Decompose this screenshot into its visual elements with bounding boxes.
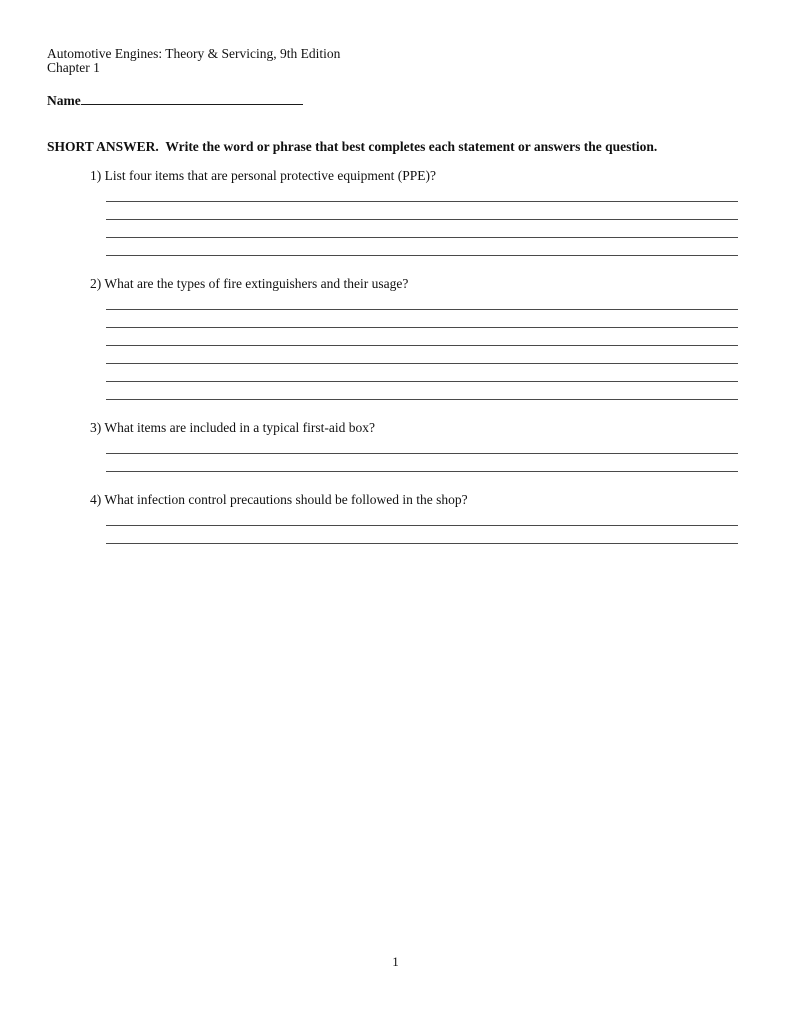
name-row — [47, 91, 741, 108]
question-1 — [47, 168, 741, 256]
questions — [47, 168, 741, 544]
answer-blank-line — [106, 310, 738, 328]
page-number: 1 — [392, 954, 399, 969]
answer-blank-line — [106, 238, 738, 256]
answer-blank-line — [106, 382, 738, 400]
question-3 — [47, 420, 741, 472]
question-text: 4) What infection control precautions should be followed in the shop? — [90, 492, 468, 507]
question-2 — [47, 276, 741, 400]
answer-blank-line — [106, 364, 738, 382]
answer-lines — [106, 436, 738, 472]
document-title: Automotive Engines: Theory & Servicing, 9th Edition — [47, 46, 341, 61]
answer-lines — [106, 292, 738, 400]
answer-blank-line — [106, 184, 738, 202]
answer-blank-line — [106, 202, 738, 220]
answer-blank-line — [106, 526, 738, 544]
answer-blank-line — [106, 454, 738, 472]
name-blank-line — [81, 91, 303, 105]
answer-lines — [106, 184, 738, 256]
answer-blank-line — [106, 328, 738, 346]
instructions: SHORT ANSWER. Write the word or phrase that best completes each statement or answers the question. — [47, 139, 658, 154]
question-4 — [47, 492, 741, 544]
question-text: 2) What are the types of fire extinguishers and their usage? — [90, 276, 409, 291]
answer-blank-line — [106, 346, 738, 364]
answer-blank-line — [106, 292, 738, 310]
answer-lines — [106, 508, 738, 544]
document-header — [47, 47, 741, 75]
chapter-label: Chapter 1 — [47, 60, 100, 75]
answer-blank-line — [106, 508, 738, 526]
question-text: 3) What items are included in a typical first-aid box? — [90, 420, 376, 435]
name-label: Name — [47, 93, 81, 108]
answer-blank-line — [106, 436, 738, 454]
answer-blank-line — [106, 220, 738, 238]
question-text: 1) List four items that are personal protective equipment (PPE)? — [90, 168, 437, 183]
